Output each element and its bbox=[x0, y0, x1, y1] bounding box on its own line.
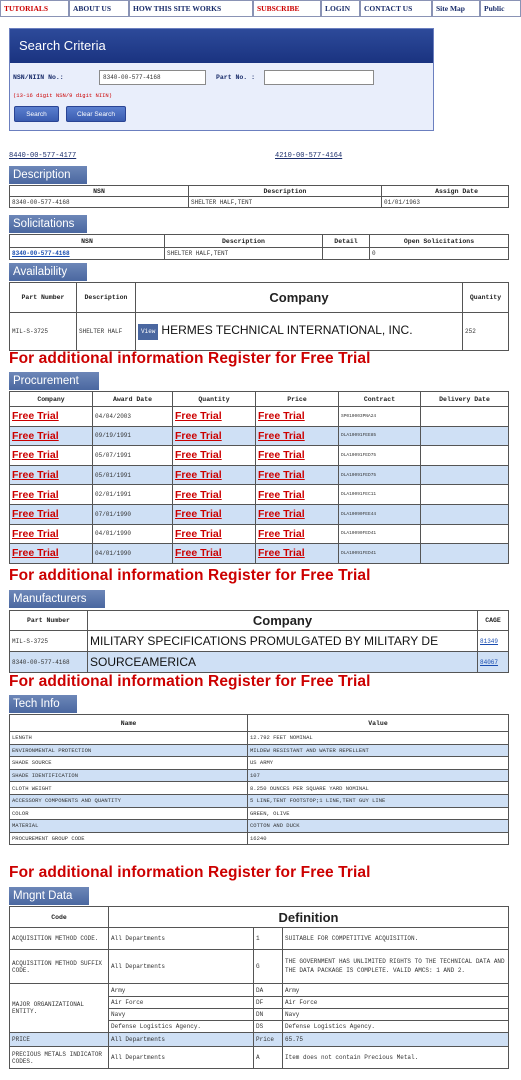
procurement-row bbox=[10, 544, 509, 564]
manufacturers-table bbox=[9, 610, 509, 673]
col-code: Code bbox=[10, 907, 109, 928]
sol-nsn-link[interactable]: 8340-00-577-4168 bbox=[10, 248, 165, 260]
description-heading: Description bbox=[9, 166, 87, 184]
award-date: 05/07/1991 bbox=[93, 446, 173, 466]
code-acq-sfx: ACQUISITION METHOD SUFFIX CODE. bbox=[10, 950, 109, 984]
mfr-company: SOURCEAMERICA bbox=[88, 652, 478, 673]
tech-name: SHADE SOURCE bbox=[10, 757, 248, 770]
code-val: 1 bbox=[254, 928, 283, 950]
code-price: PRICE bbox=[10, 1033, 109, 1047]
contract: SP010003PNA24 bbox=[339, 407, 421, 427]
contract: DLA10091FED75 bbox=[339, 446, 421, 466]
procurement-heading: Procurement bbox=[9, 372, 99, 390]
col-contract: Contract bbox=[339, 392, 421, 407]
price-free-trial-link[interactable]: Free Trial bbox=[256, 485, 339, 505]
dept: All Departments bbox=[109, 928, 254, 950]
availability-heading: Availability bbox=[9, 263, 87, 281]
quantity-free-trial-link[interactable]: Free Trial bbox=[173, 446, 256, 466]
contract: DLA10090FEE44 bbox=[339, 504, 421, 524]
contract: DLA10091FEC11 bbox=[339, 485, 421, 505]
contract: DLA10091FEE85 bbox=[339, 426, 421, 446]
quantity-free-trial-link[interactable]: Free Trial bbox=[173, 407, 256, 427]
code-val: A bbox=[254, 1047, 283, 1069]
code-val: DF bbox=[254, 997, 283, 1009]
register-banner-3[interactable]: For additional information Register for Free Trial bbox=[9, 673, 371, 690]
definition: SUITABLE FOR COMPETITIVE ACQUISITION. bbox=[283, 928, 509, 950]
tech-info-heading: Tech Info bbox=[9, 695, 77, 713]
nav-contact-us[interactable]: CONTACT US bbox=[360, 0, 432, 17]
delivery-date bbox=[421, 504, 509, 524]
tech-value: 107 bbox=[248, 769, 509, 782]
code-acq: ACQUISITION METHOD CODE. bbox=[10, 928, 109, 950]
nsn-input[interactable]: 8340-00-577-4168 bbox=[99, 70, 206, 85]
contract: DLA10090FED41 bbox=[339, 524, 421, 544]
sol-detail[interactable] bbox=[323, 248, 370, 260]
definition: Navy bbox=[283, 1009, 509, 1021]
col-cage: CAGE bbox=[478, 611, 509, 631]
tech-value: COTTON AND DUCK bbox=[248, 820, 509, 833]
tech-value: MILDEW RESISTANT AND WATER REPELLENT bbox=[248, 744, 509, 757]
manufacturers-heading: Manufacturers bbox=[9, 590, 105, 608]
col-description: Description bbox=[165, 235, 323, 248]
search-title: Search Criteria bbox=[10, 29, 433, 63]
tech-row bbox=[10, 732, 509, 745]
dept: All Departments bbox=[109, 1033, 254, 1047]
procurement-table bbox=[9, 391, 509, 564]
tech-name: MATERIAL bbox=[10, 820, 248, 833]
avail-part: MIL-S-3725 bbox=[10, 313, 77, 351]
delivery-date bbox=[421, 465, 509, 485]
company-free-trial-link[interactable]: Free Trial bbox=[10, 544, 93, 564]
award-date: 07/01/1990 bbox=[93, 504, 173, 524]
col-company: Company bbox=[136, 283, 463, 313]
col-value: Value bbox=[248, 715, 509, 732]
price-free-trial-link[interactable]: Free Trial bbox=[256, 407, 339, 427]
solicitations-table bbox=[9, 234, 509, 260]
tech-value: 5 LINE,TENT FOOTSTOP;1 LINE,TENT GUY LINE bbox=[248, 794, 509, 807]
col-quantity: Quantity bbox=[173, 392, 256, 407]
register-banner-1[interactable]: For additional information Register for Free Trial bbox=[9, 350, 371, 367]
code-val: DS bbox=[254, 1021, 283, 1033]
company-free-trial-link[interactable]: Free Trial bbox=[10, 407, 93, 427]
avail-company: HERMES TECHNICAL INTERNATIONAL, INC. bbox=[161, 322, 413, 337]
price-free-trial-link[interactable]: Free Trial bbox=[256, 504, 339, 524]
nav-how-this-site-works[interactable]: HOW THIS SITE WORKS bbox=[129, 0, 253, 17]
desc-assign-date: 01/01/1963 bbox=[382, 197, 509, 208]
tech-row bbox=[10, 820, 509, 833]
search-criteria-panel bbox=[9, 28, 434, 131]
prev-nsn-link[interactable]: 8440-00-577-4177 bbox=[9, 152, 77, 160]
tech-row bbox=[10, 757, 509, 770]
col-nsn: NSN bbox=[10, 186, 189, 197]
col-assign-date: Assign Date bbox=[382, 186, 509, 197]
tech-row bbox=[10, 832, 509, 845]
sol-open: 0 bbox=[370, 248, 509, 260]
mfr-company: MILITARY SPECIFICATIONS PROMULGATED BY MILITARY DE bbox=[88, 631, 478, 652]
mfr-part: MIL-S-3725 bbox=[10, 631, 88, 652]
search-button[interactable]: Search bbox=[14, 106, 59, 122]
award-date: 09/19/1991 bbox=[93, 426, 173, 446]
nsn-label: NSN/NIIN No.: bbox=[13, 74, 64, 81]
tech-row bbox=[10, 794, 509, 807]
award-date: 04/04/2003 bbox=[93, 407, 173, 427]
company-free-trial-link[interactable]: Free Trial bbox=[10, 504, 93, 524]
tech-value: 16240 bbox=[248, 832, 509, 845]
col-delivery-date: Delivery Date bbox=[421, 392, 509, 407]
company-free-trial-link[interactable]: Free Trial bbox=[10, 524, 93, 544]
col-company: Company bbox=[88, 611, 478, 631]
col-description: Description bbox=[77, 283, 136, 313]
dept: Air Force bbox=[109, 997, 254, 1009]
avail-company-cell bbox=[136, 313, 463, 351]
code-val: Price bbox=[254, 1033, 283, 1047]
dept: All Departments bbox=[109, 950, 254, 984]
avail-qty: 252 bbox=[463, 313, 509, 351]
delivery-date bbox=[421, 446, 509, 466]
tech-value: 8.250 OUNCES PER SQUARE YARD NOMINAL bbox=[248, 782, 509, 795]
definition: Army bbox=[283, 984, 509, 997]
tech-value: GREEN, OLIVE bbox=[248, 807, 509, 820]
nav-about-us[interactable]: ABOUT US bbox=[69, 0, 129, 17]
procurement-row bbox=[10, 485, 509, 505]
col-company: Company bbox=[10, 392, 93, 407]
procurement-row bbox=[10, 426, 509, 446]
delivery-date bbox=[421, 407, 509, 427]
tech-name: ENVIRONMENTAL PROTECTION bbox=[10, 744, 248, 757]
award-date: 04/01/1990 bbox=[93, 544, 173, 564]
delivery-date bbox=[421, 426, 509, 446]
price-free-trial-link[interactable]: Free Trial bbox=[256, 524, 339, 544]
company-free-trial-link[interactable]: Free Trial bbox=[10, 485, 93, 505]
col-definition: Definition bbox=[109, 907, 509, 928]
definition: Defense Logistics Agency. bbox=[283, 1021, 509, 1033]
company-free-trial-link[interactable]: Free Trial bbox=[10, 446, 93, 466]
part-input[interactable] bbox=[264, 70, 374, 85]
mfr-part: 8340-00-577-4168 bbox=[10, 652, 88, 673]
mngnt-table bbox=[9, 906, 509, 1069]
tech-name: PROCUREMENT GROUP CODE bbox=[10, 832, 248, 845]
nsn-note: (13-16 digit NSN/9 digit NIIN) bbox=[13, 92, 113, 99]
dept: Defense Logistics Agency. bbox=[109, 1021, 254, 1033]
contract: DLA10091FED75 bbox=[339, 465, 421, 485]
procurement-row bbox=[10, 504, 509, 524]
quantity-free-trial-link[interactable]: Free Trial bbox=[173, 426, 256, 446]
nav-site-map[interactable]: Site Map bbox=[432, 0, 480, 17]
register-banner-2[interactable]: For additional information Register for Free Trial bbox=[9, 567, 371, 584]
dept: All Departments bbox=[109, 1047, 254, 1069]
tech-name: LENGTH bbox=[10, 732, 248, 745]
mfr-cage-link[interactable]: 84067 bbox=[478, 652, 509, 673]
mngnt-data-heading: Mngnt Data bbox=[9, 887, 89, 905]
procurement-row bbox=[10, 465, 509, 485]
col-open-solicitations: Open Solicitations bbox=[370, 235, 509, 248]
definition: 65.75 bbox=[283, 1033, 509, 1047]
award-date: 05/01/1991 bbox=[93, 465, 173, 485]
delivery-date bbox=[421, 544, 509, 564]
nav-tutorials[interactable]: TUTORIALS bbox=[0, 0, 69, 17]
mfr-cage-link[interactable]: 81349 bbox=[478, 631, 509, 652]
top-nav bbox=[0, 0, 521, 17]
dept: Army bbox=[109, 984, 254, 997]
procurement-row bbox=[10, 524, 509, 544]
award-date: 04/01/1990 bbox=[93, 524, 173, 544]
delivery-date bbox=[421, 485, 509, 505]
nav-public[interactable]: Public bbox=[480, 0, 521, 17]
delivery-date bbox=[421, 524, 509, 544]
procurement-row bbox=[10, 446, 509, 466]
definition: Air Force bbox=[283, 997, 509, 1009]
definition: Item does not contain Precious Metal. bbox=[283, 1047, 509, 1069]
col-name: Name bbox=[10, 715, 248, 732]
dept: Navy bbox=[109, 1009, 254, 1021]
col-part-number: Part Number bbox=[10, 283, 77, 313]
sol-description: SHELTER HALF,TENT bbox=[165, 248, 323, 260]
part-label: Part No. : bbox=[216, 74, 256, 81]
price-free-trial-link[interactable]: Free Trial bbox=[256, 426, 339, 446]
col-award-date: Award Date bbox=[93, 392, 173, 407]
desc-description: SHELTER HALF,TENT bbox=[189, 197, 382, 208]
tech-name: SHADE IDENTIFICATION bbox=[10, 769, 248, 782]
price-free-trial-link[interactable]: Free Trial bbox=[256, 544, 339, 564]
company-free-trial-link[interactable]: Free Trial bbox=[10, 426, 93, 446]
price-free-trial-link[interactable]: Free Trial bbox=[256, 465, 339, 485]
tech-row bbox=[10, 782, 509, 795]
col-quantity: Quantity bbox=[463, 283, 509, 313]
code-val: G bbox=[254, 950, 283, 984]
definition: THE GOVERNMENT HAS UNLIMITED RIGHTS TO THE TECHNICAL DATA AND THE DATA PACKAGE IS COMPLETE. VALID AMCS: 1 AND 2. bbox=[283, 950, 509, 984]
desc-nsn: 8340-00-577-4168 bbox=[10, 197, 189, 208]
description-table bbox=[9, 185, 509, 208]
company-free-trial-link[interactable]: Free Trial bbox=[10, 465, 93, 485]
tech-name: ACCESSORY COMPONENTS AND QUANTITY bbox=[10, 794, 248, 807]
tech-name: COLOR bbox=[10, 807, 248, 820]
code-precious-metals: PRECIOUS METALS INDICATOR CODES. bbox=[10, 1047, 109, 1069]
quantity-free-trial-link[interactable]: Free Trial bbox=[173, 485, 256, 505]
tech-value: US ARMY bbox=[248, 757, 509, 770]
nav-subscribe[interactable]: SUBSCRIBE bbox=[253, 0, 321, 17]
quantity-free-trial-link[interactable]: Free Trial bbox=[173, 524, 256, 544]
tech-row bbox=[10, 807, 509, 820]
nav-login[interactable]: LOGIN bbox=[321, 0, 360, 17]
col-nsn: NSN bbox=[10, 235, 165, 248]
quantity-free-trial-link[interactable]: Free Trial bbox=[173, 504, 256, 524]
next-nsn-link[interactable]: 4210-00-577-4164 bbox=[275, 152, 343, 160]
col-detail: Detail bbox=[323, 235, 370, 248]
solicitations-heading: Solicitations bbox=[9, 215, 87, 233]
tech-value: 12.792 FEET NOMINAL bbox=[248, 732, 509, 745]
view-button[interactable]: View bbox=[138, 324, 158, 340]
col-description: Description bbox=[189, 186, 382, 197]
availability-table bbox=[9, 282, 509, 351]
tech-info-table bbox=[9, 714, 509, 845]
clear-search-button[interactable]: Clear Search bbox=[66, 106, 126, 122]
procurement-row bbox=[10, 407, 509, 427]
col-price: Price bbox=[256, 392, 339, 407]
col-part-number: Part Number bbox=[10, 611, 88, 631]
code-val: DN bbox=[254, 1009, 283, 1021]
quantity-free-trial-link[interactable]: Free Trial bbox=[173, 544, 256, 564]
avail-desc: SHELTER HALF bbox=[77, 313, 136, 351]
contract: DLA10091FED41 bbox=[339, 544, 421, 564]
tech-row bbox=[10, 744, 509, 757]
register-banner-4[interactable]: For additional information Register for Free Trial bbox=[9, 864, 371, 881]
price-free-trial-link[interactable]: Free Trial bbox=[256, 446, 339, 466]
tech-row bbox=[10, 769, 509, 782]
tech-name: CLOTH WEIGHT bbox=[10, 782, 248, 795]
quantity-free-trial-link[interactable]: Free Trial bbox=[173, 465, 256, 485]
award-date: 02/01/1991 bbox=[93, 485, 173, 505]
code-val: DA bbox=[254, 984, 283, 997]
code-major: MAJOR ORGANIZATIONAL ENTITY. bbox=[10, 984, 109, 1033]
